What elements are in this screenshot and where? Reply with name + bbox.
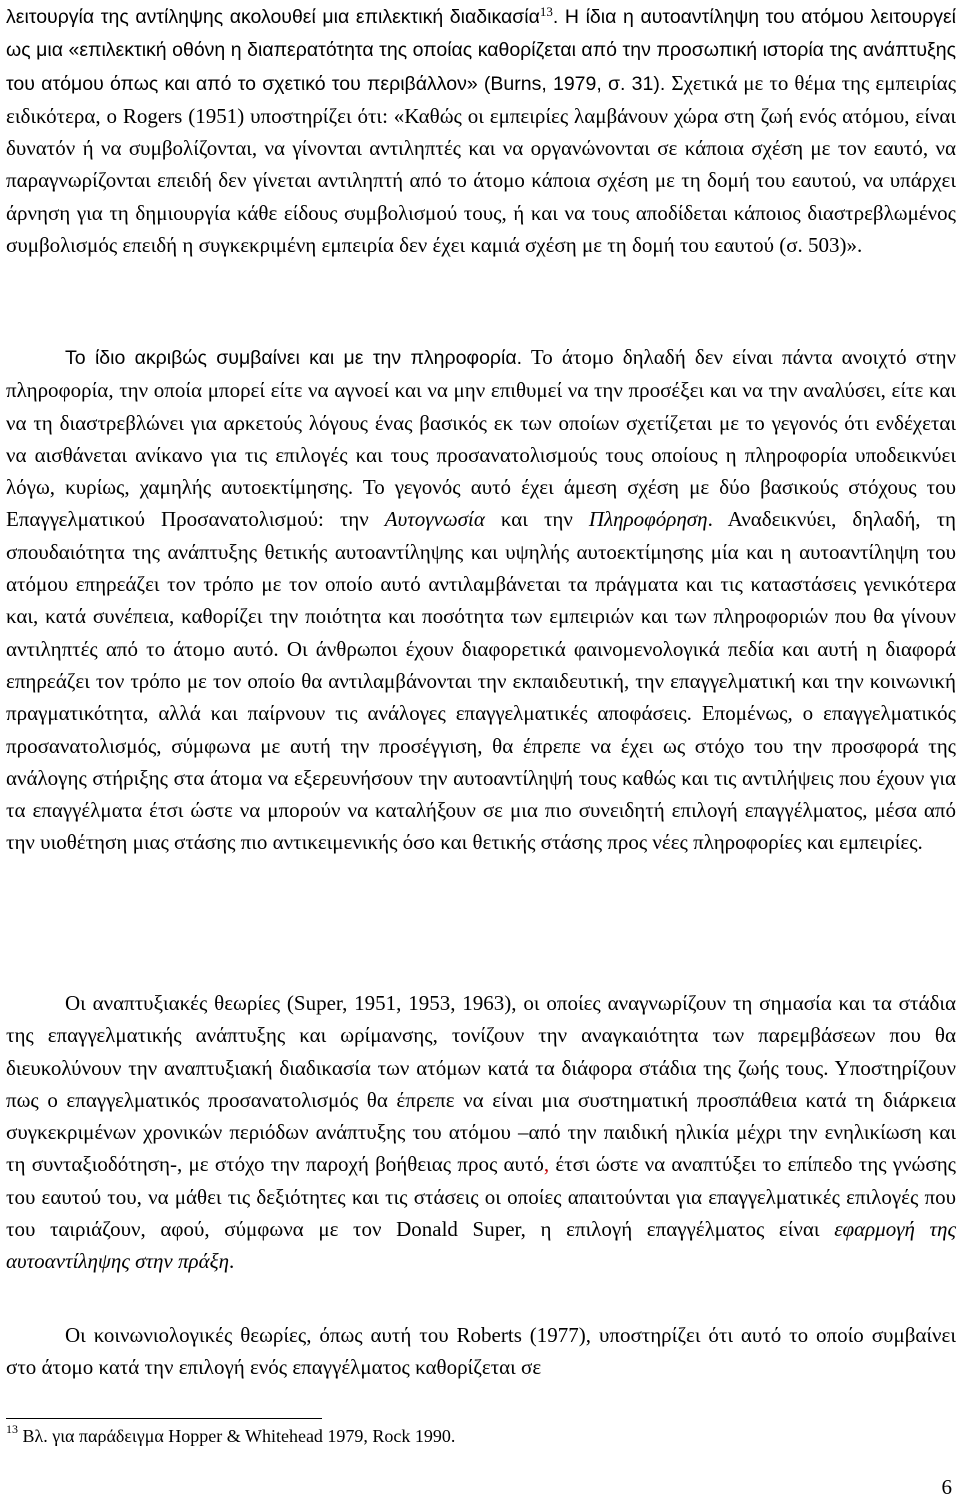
footnote-separator [6,1418,322,1419]
red-comma-mark: , [543,1152,550,1177]
paragraph-1-sentence-1: λειτουργία της αντίληψης ακολουθεί μια επιλεκτική διαδικασία [6,6,540,28]
paragraph-1-quote-rogers: Σχετικά με το θέμα της εμπειρίας ειδικότερα, ο Rogers (1951) υποστηρίζει ότι: «Καθώς οι εμπειρίες λαμβάνουν χώρα στη ζωή ενός ατόμου, είναι δυνατόν ή να συμβολίζονται, να γίνονται αντιληπτές και να οργανώνονται σε κάποια σχέση με τον εαυτό, να παραγνωρίζονται επειδή δεν γίνεται αντιληπτή από το άτομο κάποια σχέση με τη δομή του εαυτού, να υπάρχει άρνηση για τη δημιουργία κάθε είδους συμβολισμού τους, ή και να τους αποδίδεται κάποιος διαστρεβλωμένος συμβολισμός επειδή η συγκεκριμένη εμπειρία δεν έχει καμιά σχέση με τη δομή του εαυτού (σ. 503)». [6,70,957,258]
paragraph-4 [6,1319,956,1384]
paragraph-1-quote-burns: . Η ίδια η αυτοαντίληψη του ατόμου λειτουργεί ως μια «επιλεκτική οθόνη η διαπερατότητα της οποίας καθορίζεται από την προσωπική ιστορία της ανάπτυξης του ατόμου όπως και από το σχετικό του περιβάλλον» (Burns, 1979, σ. 31). [6,6,956,95]
paragraph-1 [6,0,956,261]
footnote-13 [6,1424,946,1448]
paragraph-3-text-a: Οι αναπτυξιακές θεωρίες (Super, 1951, 1953, 1963), οι οποίες αναγνωρίζουν τη σημασία και τα στάδια της επαγγελματικής ανάπτυξης και ωρίμανσης, τονίζουν την αναγκαιότητα των παρεμβάσεων που θα διευκολύνουν την αναπτυξιακή διαδικασία των ατόμων κατά τα διάφορα στάδια της ζωής τους. Υποστηρίζουν πως ο επαγγελματικός προσανατολισμός θα έπρεπε να είναι μια συστηματική προσπάθεια κατά τη διάρκεια συγκεκριμένων χρονικών περιόδων ανάπτυξης του ατόμου –από την παιδική ηλικία μέχρι την ενηλικίωση και τη συνταξιοδότηση-, με στόχο την παροχή βοήθειας προς αυτό [6,991,956,1177]
emphasis-self-knowledge: Αυτογνωσία [384,507,485,532]
paragraph-2 [6,341,956,859]
paragraph-3 [6,987,956,1278]
paragraph-2-lead-sentence: Το ίδιο ακριβώς συμβαίνει και με την πληροφορία. [65,347,523,369]
footnote-marker: 13 [6,1422,18,1436]
paragraph-2-text-a: Το άτομο δηλαδή δεν είναι πάντα ανοιχτό στην πληροφορία, την οποία μπορεί είτε να αγνοεί και να μην επιθυμεί να την προσέξει και να την αναλύσει, είτε και να τη διαστρεβλώνει για αρκετούς λόγους ένας βασικός εκ των οποίων σχετίζεται με το γεγονός ότι ενδέχεται να αισθάνεται ανίκανο για τις επιλογές και τους προσανατολισμούς τους οποίους η πληροφορία υποδεικνύει λόγω, κυρίως, χαμηλής αυτοεκτίμησης. Το γεγονός αυτό έχει άμεση σχέση με δύο βασικούς στόχους του Επαγγελματικού Προσανατολισμού: την [6,345,956,532]
footnote-text: Βλ. για παράδειγμα Hopper & Whitehead 1979, Rock 1990. [18,1426,456,1446]
emphasis-information: Πληροφόρηση [588,507,708,532]
footnote-reference-13[interactable]: 13 [539,4,553,19]
paragraph-3-text-b: έτσι ώστε να αναπτύξει το επίπεδο της γνώσης του εαυτού του, να μάθει τις δεξιότητες και τις στάσεις οι οποίες απαιτούνται για επαγγελματικές επιλογές που του ταιριάζουν, αφού, σύμφωνα με τον Donald Super, η επιλογή επαγγέλματος είναι [6,1152,956,1242]
paragraph-2-text-c: . Αναδεικνύει, δηλαδή, τη σπουδαιότητα της ανάπτυξης θετικής αυτοαντίληψης και υψηλής αυτοεκτίμησης μία και η αυτοαντίληψη του ατόμου επηρεάζει τον τρόπο με τον οποίο αυτό αντιλαμβάνεται τα πράγματα και τις καταστάσεις γενικότερα και, κατά συνέπεια, καθορίζει την ποιότητα και ποσότητα των εμπειριών και των πληροφοριών που θα γίνουν αντιληπτές από το άτομο αυτό. Οι άνθρωποι έχουν διαφορετικά φαινομενολογικά πεδία και αυτή η διαφορά επηρεάζει τον τρόπο με τον οποίο θα αντιλαμβάνονται την εκπαιδευτική, την επαγγελματική και την κοινωνική πραγματικότητα, αλλά και παίρνουν τις ανάλογες επαγγελματικές αποφάσεις. Επομένως, ο επαγγελματικός προσανατολισμός, σύμφωνα με αυτή την προσέγγιση, θα έπρεπε να έχει ως στόχο του την προσφορά της ανάλογης στήριξης στα άτομα να εξερευνήσουν την αυτοαντίληψή τους καθώς και τις αντιλήψεις που έχουν για τα επαγγέλματα έτσι ώστε να μπορούν να καταλήξουν σε μια πιο συνειδητή επιλογή επαγγέλματος, μέσα από την υιοθέτηση μιας στάσης πιο αντικειμενικής όσο και θετικής στάσης προς νέες πληροφορίες και εμπειρίες. [6,507,956,855]
emphasis-self-concept-in-practice: εφαρμογή της αυτοαντίληψης στην πράξη [6,1217,956,1274]
page-number: 6 [941,1475,952,1499]
paragraph-4-text: Οι κοινωνιολογικές θεωρίες, όπως αυτή του Roberts (1977), υποστηρίζει ότι αυτό το οποίο συμβαίνει στο άτομο κατά την επιλογή ενός επαγγέλματος καθορίζεται σε [6,1323,956,1380]
paragraph-3-text-c: . [229,1249,235,1274]
paragraph-2-text-b: και την [484,507,589,532]
